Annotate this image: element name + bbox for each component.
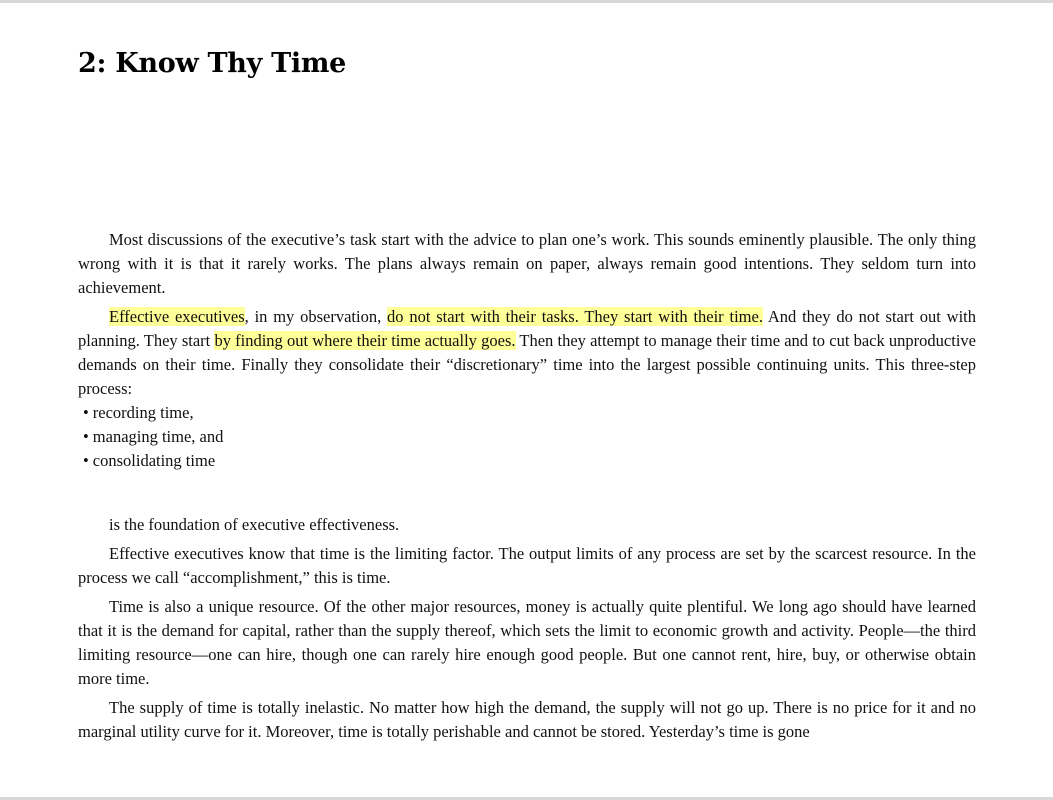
bullet-icon: • (83, 427, 89, 446)
list-item-text: managing time, and (92, 427, 224, 446)
bullet-icon: • (83, 403, 89, 422)
chapter-body (78, 228, 976, 749)
list-item (78, 401, 976, 425)
bullet-icon: • (83, 451, 89, 470)
list-item (78, 449, 976, 473)
book-page (78, 0, 976, 800)
paragraph-5: Time is also a unique resource. Of the other major resources, money is actually quite plentiful. We long ago should have learned that it is the demand for capital, rather than the supply thereof, which sets the limit to economic growth and activity. People—the third limiting resource—one can hire, though one can rarely hire enough good people. But one cannot rent, hire, buy, or otherwise obtain more time. (78, 597, 976, 688)
list-item-text: consolidating time (92, 451, 216, 470)
highlight-start-with-time[interactable]: do not start with their tasks. They start with their time. (387, 307, 763, 326)
list-item (78, 425, 976, 449)
paragraph-1: Most discussions of the executive’s task start with the advice to plan one’s work. This sounds eminently plausible. The only thing wrong with it is that it rarely works. The plans always remain on paper, always remain good intentions. They seldom turn into achievement. (78, 230, 976, 297)
chapter-title: 2: Know Thy Time (78, 48, 347, 79)
paragraph-2 (78, 305, 976, 401)
paragraph-4: Effective executives know that time is the limiting factor. The output limits of any process are set by the scarcest resource. In the process we call “accomplishment,” this is time. (78, 544, 976, 587)
list-item-text: recording time, (92, 403, 194, 422)
paragraph-6: The supply of time is totally inelastic. No matter how high the demand, the supply will not go up. There is no price for it and no marginal utility curve for it. Moreover, time is totally perishable and cannot be stored. Yesterday’s time is gone (78, 698, 976, 741)
highlight-effective-executives[interactable]: Effective executives (109, 307, 245, 326)
three-step-list (78, 401, 976, 473)
paragraph-2-text-2: And they do not start out with planning. They start (78, 307, 976, 350)
paragraph-3: is the foundation of executive effectiveness. (109, 515, 400, 534)
spacer (78, 473, 976, 513)
paragraph-2-text-3: Then they attempt to manage their time and to cut back unproductive demands on their time. Finally they consolidate their “discretionary” time into the largest possible continuing units. This three-step process: (78, 331, 976, 398)
paragraph-2-text-1: , in my observation, (244, 307, 388, 326)
highlight-where-time-goes[interactable]: by finding out where their time actually goes. (214, 331, 516, 350)
